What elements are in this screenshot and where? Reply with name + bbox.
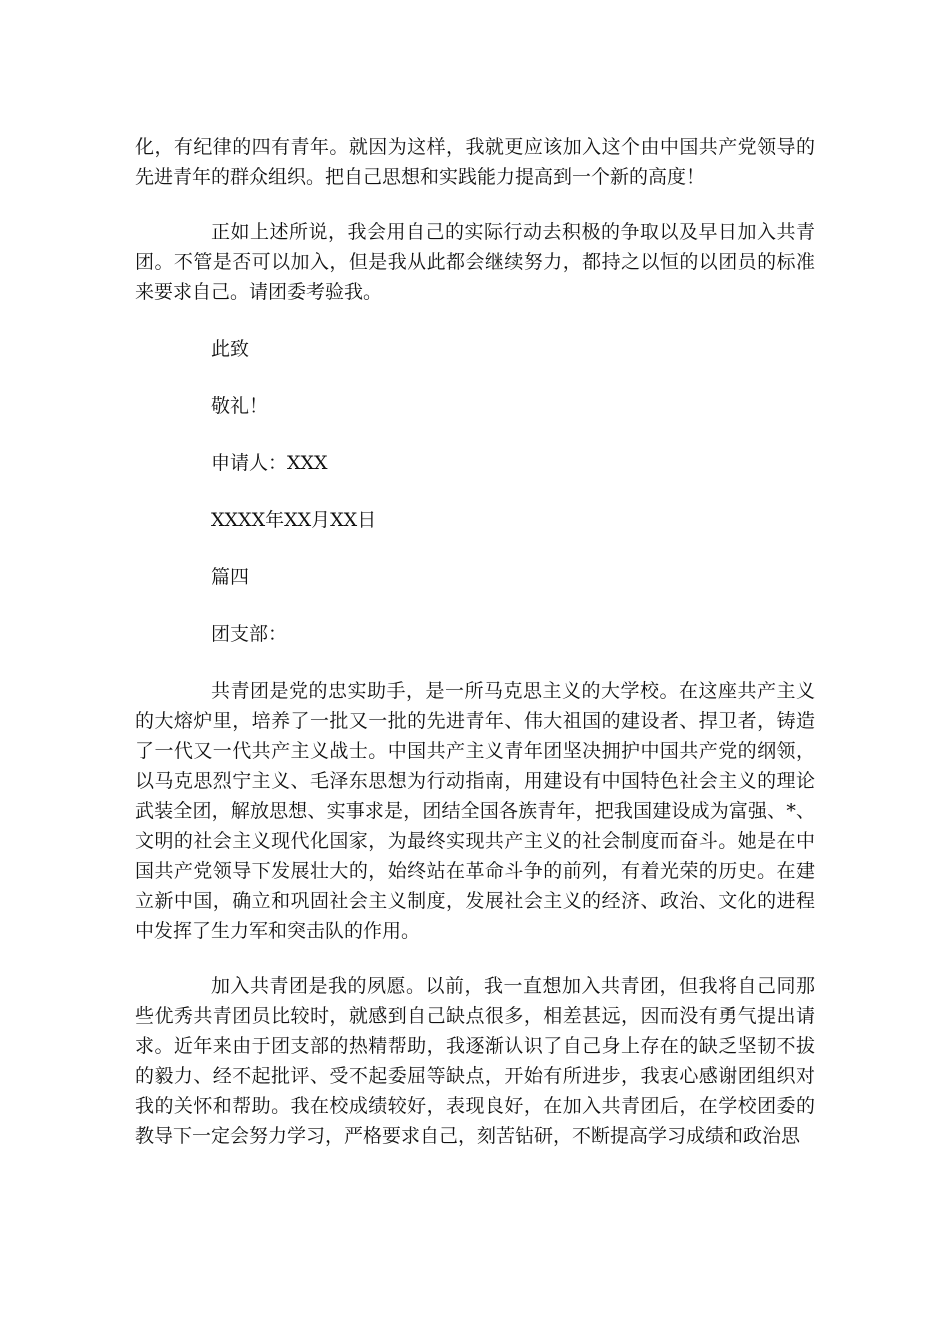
salutation-line: 团支部： xyxy=(211,623,288,645)
document-page xyxy=(135,132,815,1151)
paragraph-youth-league: 共青团是党的忠实助手，是一所马克思主义的大学校。在这座共产主义的大熔炉里，培养了一批又一批的先进青年、伟大祖国的建设者、捍卫者，铸造了一代又一代共产主义战士。中国共产主义青年团坚决拥护中国共产党的纲领，以马克思烈宁主义、毛泽东思想为行动指南，用建设有中国特色社会主义的理论武装全团，解放思想、实事求是，团结全国各族青年，把我国建设成为富强、*、文明的社会主义现代化国家，为最终实现共产主义的社会制度而奋斗。她是在中国共产党领导下发展壮大的，始终站在革命斗争的前列，有着光荣的历史。在建立新中国，确立和巩固社会主义制度，发展社会主义的经济、政治、文化的进程中发挥了生力军和突击队的作用。 xyxy=(135,680,815,942)
applicant-line: 申请人：XXX xyxy=(211,452,328,474)
date-line: XXXX年XX月XX日 xyxy=(211,509,377,531)
section-heading: 篇四 xyxy=(211,566,250,588)
closing-jingli: 敬礼！ xyxy=(211,395,269,417)
paragraph-continuation: 化，有纪律的四有青年。就因为这样，我就更应该加入这个由中国共产党领导的先进青年的群众组织。把自己思想和实践能力提高到一个新的高度！ xyxy=(135,136,815,188)
paragraph-wish: 加入共青团是我的夙愿。以前，我一直想加入共青团，但我将自己同那些优秀共青团员比较时，就感到自己缺点很多，相差甚远，因而没有勇气提出请求。近年来由于团支部的热精帮助，我逐渐认识了自己身上存在的缺乏坚韧不拔的毅力、经不起批评、受不起委屈等缺点，开始有所进步，我衷心感谢团组织对我的关怀和帮助。我在校成绩较好，表现良好，在加入共青团后，在学校团委的教导下一定会努力学习，严格要求自己，刻苦钻研，不断提高学习成绩和政治思 xyxy=(135,975,815,1147)
paragraph-commitment: 正如上述所说，我会用自己的实际行动去积极的争取以及早日加入共青团。不管是否可以加入，但是我从此都会继续努力，都持之以恒的以团员的标准来要求自己。请团委考验我。 xyxy=(135,221,815,303)
closing-cizhi: 此致 xyxy=(211,338,250,360)
